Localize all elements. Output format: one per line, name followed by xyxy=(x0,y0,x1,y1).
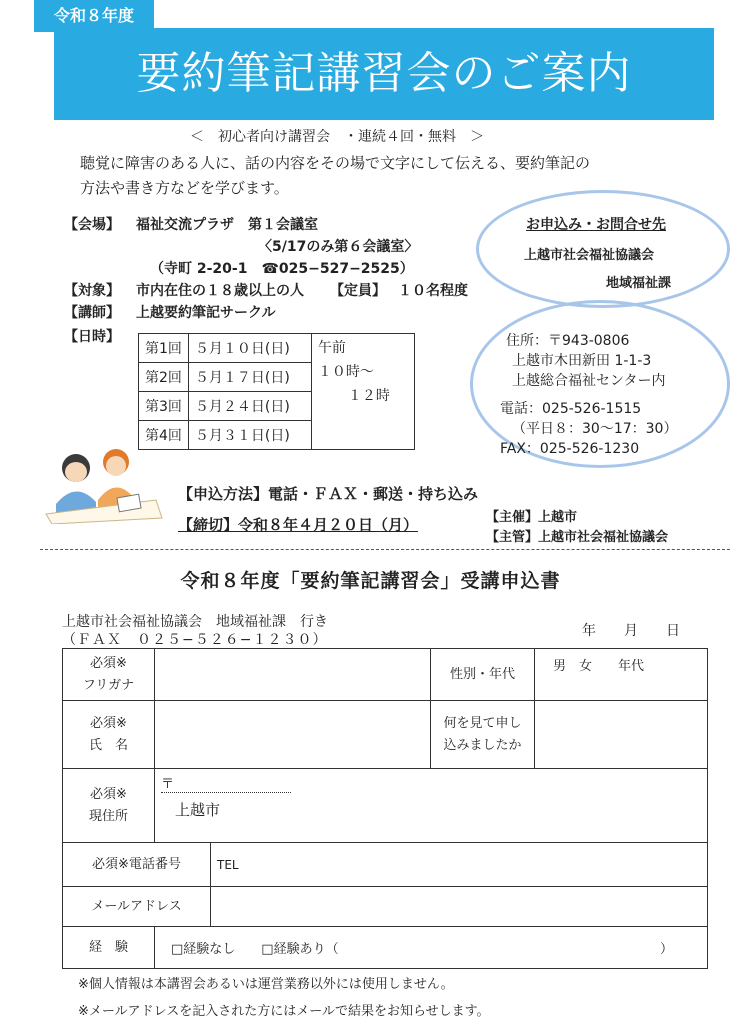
contact-address-3: 上越総合福祉センター内 xyxy=(512,373,666,389)
name-row xyxy=(63,701,708,769)
contact-fax: FAX：025-526-1230 xyxy=(500,441,640,457)
source-question-line-2: 込みましたか xyxy=(443,737,522,753)
session-number: 第3回 xyxy=(139,392,189,421)
experience-label: 経 験 xyxy=(63,927,155,969)
session-number: 第4回 xyxy=(139,421,189,450)
form-recipient: 上越市社会福祉協議会 地域福祉課 行き xyxy=(62,614,328,630)
email-field[interactable] xyxy=(211,887,708,927)
intro-line-2: 方法や書き方などを学びます。 xyxy=(80,179,289,197)
privacy-note: ※個人情報は本講習会あるいは運営業務以外には使用しません。 xyxy=(78,977,454,992)
contact-address-2: 上越市木田新田 1-1-3 xyxy=(512,353,652,369)
city-prefill: 上越市 xyxy=(175,801,221,819)
experience-options[interactable]: □経験なし □経験あり（ xyxy=(171,942,339,957)
host: 【主催】上越市 xyxy=(486,510,578,525)
name-label xyxy=(63,701,155,769)
contact-heading: お申込み・お問合せ先 xyxy=(526,217,666,233)
cut-line xyxy=(40,549,730,550)
page-title: 要約筆記講習会のご案内 xyxy=(54,28,714,120)
schedule-row xyxy=(139,334,415,363)
time-line-1: 午前 xyxy=(317,340,346,356)
venue: 福祉交流プラザ 第１会議室 xyxy=(136,217,318,233)
phone-label: 必須※電話番号 xyxy=(63,843,211,887)
time-line-2: １０時〜 xyxy=(317,364,374,380)
organizer: 【主管】上越市社会福祉協議会 xyxy=(486,530,669,545)
venue-label: 【会場】 xyxy=(64,217,120,233)
intro-line-1: 聴覚に障害のある人に、話の内容をその場で文字にして伝える、要約筆記の xyxy=(80,154,591,172)
furigana-field[interactable] xyxy=(155,649,431,701)
email-label: メールアドレス xyxy=(63,887,211,927)
phone-field[interactable]: TEL xyxy=(211,843,708,887)
form-date-fields[interactable]: 年 月 日 xyxy=(582,623,680,639)
source-field[interactable] xyxy=(535,701,708,769)
source-question-line-1: 何を見て申し xyxy=(443,715,522,731)
person-face xyxy=(65,462,87,482)
target: 市内在住の１８歳以上の人 xyxy=(136,283,304,299)
phone-row xyxy=(63,843,708,887)
required-mark: 必須※ xyxy=(90,715,127,731)
person-face xyxy=(106,456,126,476)
contact-address-1: 住所：〒943-0806 xyxy=(506,333,630,349)
contact-org: 上越市社会福祉協議会 xyxy=(524,248,655,263)
session-number: 第1回 xyxy=(139,334,189,363)
form-fax: （ＦＡＸ ０２５−５２６−１２３０） xyxy=(62,632,328,648)
address-field[interactable] xyxy=(155,769,708,843)
furigana-label-text: フリガナ xyxy=(82,677,135,693)
required-mark: 必須※ xyxy=(90,655,127,671)
deadline: 【締切】令和８年４月２０日（月） xyxy=(178,516,419,534)
contact-tel: 電話：025-526-1515 xyxy=(500,401,642,417)
target-label: 【対象】 xyxy=(64,283,120,299)
session-date: ５月１７日(日) xyxy=(188,363,311,392)
gender-age-label: 性別・年代 xyxy=(431,649,535,701)
source-question xyxy=(431,701,535,769)
session-number: 第2回 xyxy=(139,363,189,392)
writing-people-illustration xyxy=(36,444,166,524)
subtitle: ＜ 初心者向け講習会 ・連続４回・無料 ＞ xyxy=(190,129,484,145)
lecturer-label: 【講師】 xyxy=(64,305,120,321)
schedule-table xyxy=(138,333,415,450)
experience-field[interactable] xyxy=(155,927,708,969)
session-date: ５月３１日(日) xyxy=(188,421,311,450)
name-field[interactable] xyxy=(155,701,431,769)
address-row xyxy=(63,769,708,843)
year-tag: 令和８年度 xyxy=(34,0,154,32)
required-mark: 必須※ xyxy=(90,786,127,802)
capacity-label: 【定員】 xyxy=(330,283,386,299)
name-label-text: 氏 名 xyxy=(88,737,128,753)
experience-close: ） xyxy=(659,942,673,957)
application-form-table xyxy=(62,648,708,969)
furigana-label xyxy=(63,649,155,701)
address-label xyxy=(63,769,155,843)
lecturer: 上越要約筆記サークル xyxy=(136,305,276,321)
contact-dept: 地域福祉課 xyxy=(606,276,672,291)
session-date: ５月１０日(日) xyxy=(188,334,311,363)
application-method: 【申込方法】電話・ＦＡＸ・郵送・持ち込み xyxy=(178,485,479,503)
postal-code-field[interactable]: 〒 xyxy=(161,773,291,793)
email-note: ※メールアドレスを記入された方にはメールで結果をお知らせします。 xyxy=(78,1004,490,1019)
gender-age-field[interactable]: 男 女 年代 xyxy=(535,649,708,701)
time-line-3: １２時 xyxy=(347,388,390,404)
form-title: 令和８年度「要約筆記講習会」受講申込書 xyxy=(180,570,561,592)
session-time xyxy=(311,334,414,450)
date-label: 【日時】 xyxy=(64,329,120,345)
capacity: １０名程度 xyxy=(398,283,468,299)
furigana-row xyxy=(63,649,708,701)
session-date: ５月２４日(日) xyxy=(188,392,311,421)
experience-row xyxy=(63,927,708,969)
venue-note: 〈5/17のみ第６会議室〉 xyxy=(258,239,419,255)
email-row xyxy=(63,887,708,927)
contact-hours: （平日８：30〜17：30） xyxy=(512,421,678,437)
address-label-text: 現住所 xyxy=(88,808,128,824)
venue-address: （寺町 2-20-1 ☎025−527−2525） xyxy=(150,261,414,277)
